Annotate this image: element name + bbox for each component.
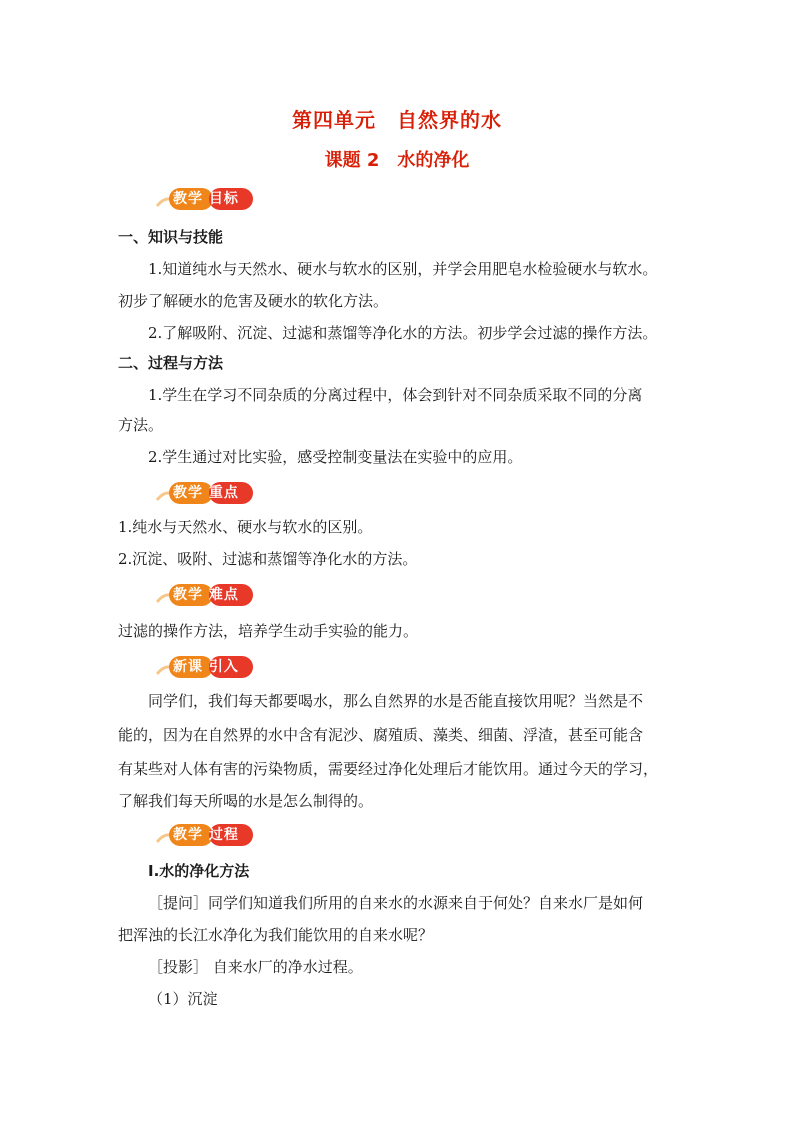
paragraph-line: ［投影］ 自来水厂的净水过程。 bbox=[148, 958, 363, 976]
badge-text-part2: 过程 bbox=[208, 827, 239, 843]
paragraph-line: 把浑浊的长江水净化为我们能饮用的自来水呢？ bbox=[118, 926, 434, 944]
paragraph-line: 过滤的操作方法，培养学生动手实验的能力。 bbox=[118, 622, 419, 640]
section-heading: 一、知识与技能 bbox=[118, 228, 224, 246]
paragraph-line: 2.学生通过对比实验，感受控制变量法在实验中的应用。 bbox=[148, 448, 523, 466]
section-heading: Ⅰ.水的净化方法 bbox=[148, 862, 250, 880]
paragraph-line: 2.沉淀、吸附、过滤和蒸馏等净化水的方法。 bbox=[118, 550, 418, 568]
paragraph-line: 初步了解硬水的危害及硬水的软化方法。 bbox=[118, 292, 389, 310]
paragraph-line: 方法。 bbox=[118, 416, 164, 434]
badge-text-part1: 教学 bbox=[173, 191, 203, 207]
badge-intro bbox=[155, 654, 265, 680]
paragraph-line: 1.学生在学习不同杂质的分离过程中，体会到针对不同杂质采取不同的分离 bbox=[148, 386, 643, 404]
badge-teaching-goals bbox=[155, 186, 265, 212]
paragraph-line: （1）沉淀 bbox=[148, 990, 218, 1008]
paragraph-line: 有某些对人体有害的污染物质，需要经过净化处理后才能饮用。通过今天的学习， bbox=[118, 760, 659, 778]
badge-text-part1: 新课 bbox=[173, 659, 203, 675]
badge-text-part2: 目标 bbox=[208, 191, 239, 207]
badge-text-part2: 难点 bbox=[208, 587, 239, 603]
section-heading: 二、过程与方法 bbox=[118, 354, 224, 372]
paragraph-line: 1.纯水与天然水、硬水与软水的区别。 bbox=[118, 518, 373, 536]
paragraph-line: 同学们，我们每天都要喝水，那么自然界的水是否能直接饮用呢？当然是不 bbox=[148, 692, 644, 710]
paragraph-line: 了解我们每天所喝的水是怎么制得的。 bbox=[118, 792, 374, 810]
lesson-title: 课题 2 水的净化 bbox=[324, 150, 470, 171]
badge-text-part2: 重点 bbox=[208, 485, 239, 501]
badge-key-points bbox=[155, 480, 265, 506]
unit-title: 第四单元 自然界的水 bbox=[292, 108, 502, 132]
badge-text-part1: 教学 bbox=[173, 827, 203, 843]
badge-text-part1: 教学 bbox=[173, 485, 203, 501]
badge-difficulties bbox=[155, 582, 265, 608]
badge-text-part1: 教学 bbox=[173, 587, 203, 603]
badge-text-part2: 引入 bbox=[208, 659, 239, 675]
paragraph-line: 2.了解吸附、沉淀、过滤和蒸馏等净化水的方法。初步学会过滤的操作方法。 bbox=[148, 324, 658, 342]
paragraph-line: 1.知道纯水与天然水、硬水与软水的区别，并学会用肥皂水检验硬水与软水。 bbox=[148, 260, 658, 278]
badge-process bbox=[155, 822, 265, 848]
paragraph-line: 能的，因为在自然界的水中含有泥沙、腐殖质、藻类、细菌、浮渣，甚至可能含 bbox=[118, 726, 644, 744]
paragraph-line: ［提问］同学们知道我们所用的自来水的水源来自于何处？自来水厂是如何 bbox=[148, 894, 644, 912]
